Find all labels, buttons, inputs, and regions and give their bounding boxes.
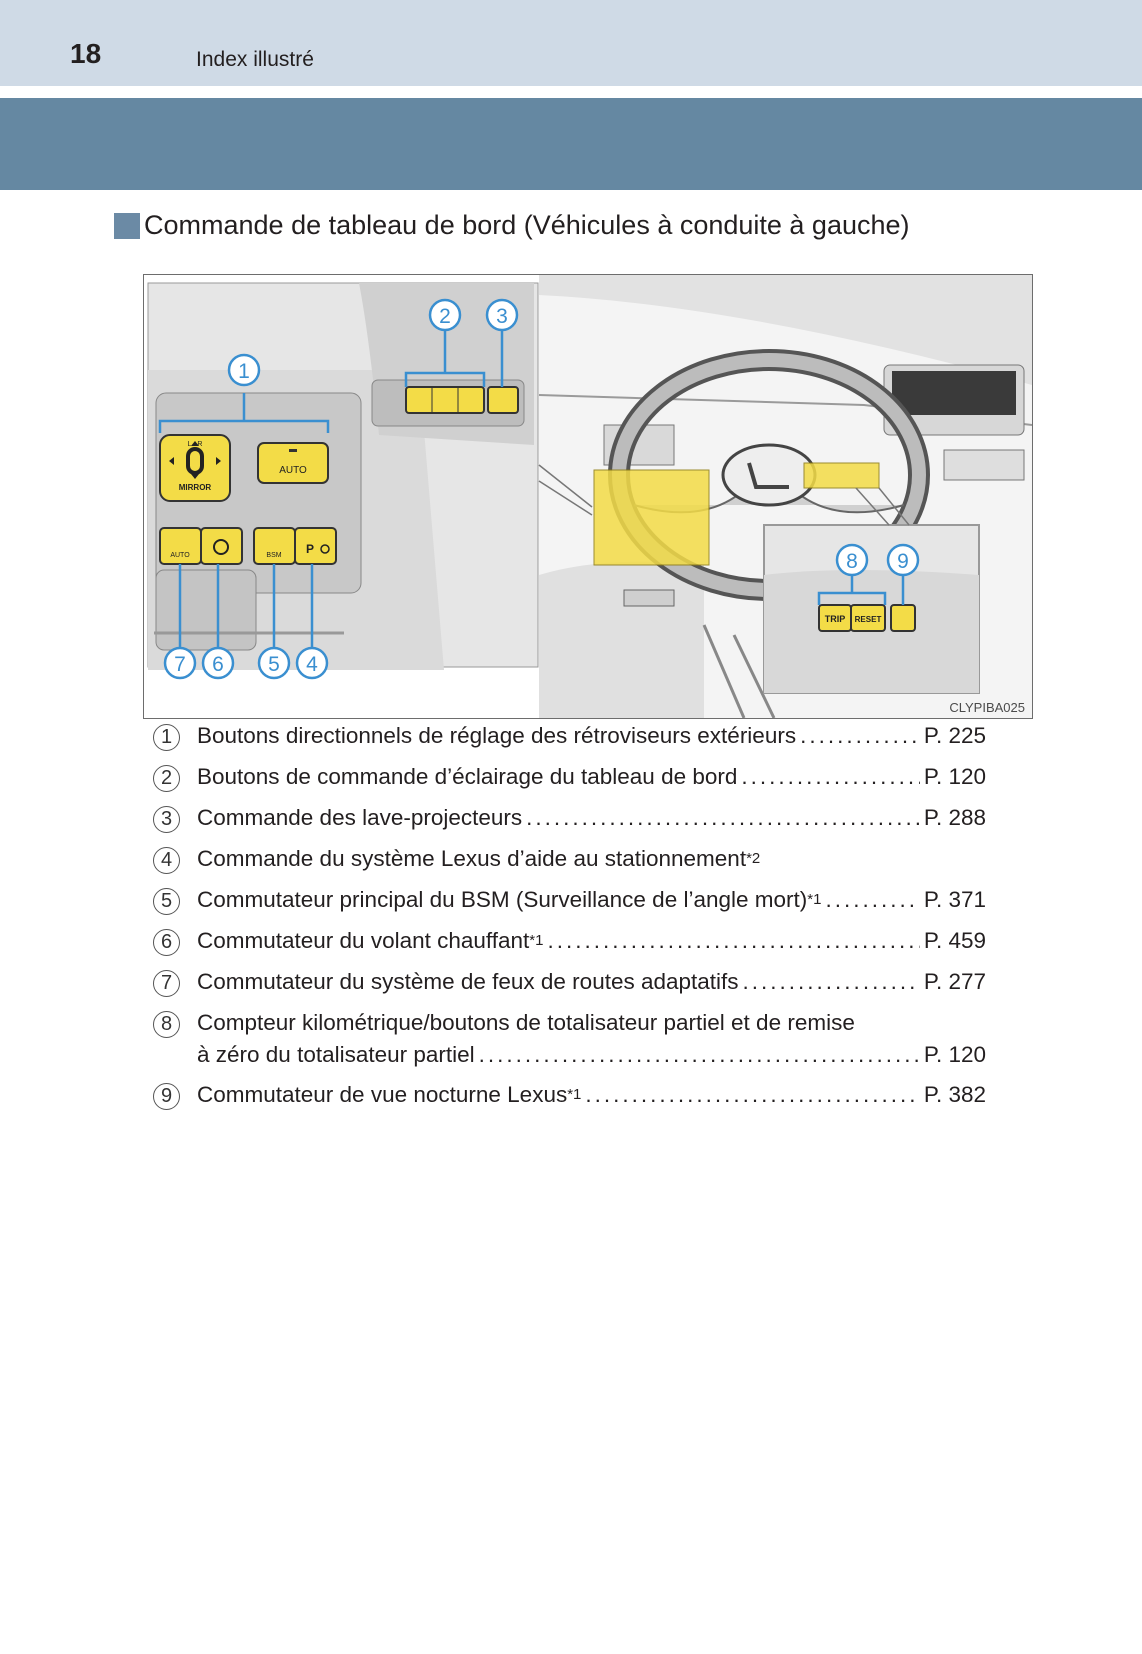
callout-1-icon: [229, 355, 259, 385]
callout-3-icon: [487, 300, 517, 330]
legend-number: 9: [153, 1083, 180, 1110]
headlamp-cleaner-button: [488, 387, 518, 413]
legend-number: 2: [153, 765, 180, 792]
heated-wheel-button: [201, 528, 242, 564]
auto-label: AUTO: [279, 465, 307, 476]
section-title: [114, 210, 910, 241]
legend-item: [153, 802, 986, 843]
callout-8-icon: [837, 545, 867, 575]
lexus-emblem: [723, 445, 815, 505]
callout-4-icon: [297, 648, 327, 678]
dim-buttons: [406, 387, 484, 413]
svg-text:3: 3: [496, 305, 508, 328]
legend-text: Boutons de commande d’éclairage du tableau de bord: [197, 764, 738, 789]
legend-number: 5: [153, 888, 180, 915]
legend-ref: P. 459: [923, 928, 986, 953]
legend-number: 1: [153, 724, 180, 751]
legend-list: [153, 720, 986, 1120]
svg-text:8: 8: [846, 550, 858, 573]
svg-text:2: 2: [439, 305, 451, 328]
legend-item: 9 Commutateur de vue nocturne Lexus $^{*1}$ ..... P. 382: [153, 1079, 986, 1120]
highlight-zone-right: [804, 463, 879, 488]
legend-item: [153, 966, 986, 1007]
legend-item: 4 Commande du système Lexus d’aide au stationnement $^{*2}$: [153, 843, 986, 884]
svg-text:4: 4: [306, 653, 318, 676]
legend-number: 6: [153, 929, 180, 956]
trip-label: TRIP: [824, 614, 846, 624]
legend-text: Compteur kilométrique/boutons de totalisateur partiel et de remise: [197, 1010, 855, 1035]
callout-9-icon: [888, 545, 918, 575]
header-band: [0, 0, 1142, 86]
night-view-button: [891, 605, 915, 631]
highlight-zone-left: [594, 470, 709, 565]
p-label: P: [305, 542, 315, 556]
legend-item: 6 Commutateur du volant chauffant $^{*1}$ ..... P. 459: [153, 925, 986, 966]
section-title-text: Commande de tableau de bord (Véhicules à conduite à gauche): [144, 210, 910, 240]
reset-label: RESET: [854, 615, 882, 624]
legend-number: 8: [153, 1011, 180, 1038]
running-title: Index illustré: [196, 48, 314, 71]
legend-ref: P. 120: [923, 1042, 986, 1067]
svg-text:5: 5: [268, 653, 280, 676]
legend-item: [153, 761, 986, 802]
legend-text: Commande du système Lexus d’aide au stationnement: [197, 846, 747, 871]
legend-text: Boutons directionnels de réglage des rétroviseurs extérieurs: [197, 723, 797, 748]
page-number: 18: [70, 38, 102, 69]
callout-7-icon: [165, 648, 195, 678]
legend-text: Commutateur principal du BSM (Surveillance de l’angle mort): [197, 887, 808, 912]
callout-2-icon: [430, 300, 460, 330]
parking-assist-button: [295, 528, 336, 564]
legend-number: 7: [153, 970, 180, 997]
callout-6-icon: [203, 648, 233, 678]
legend-text: Commande des lave-projecteurs: [197, 805, 523, 830]
legend-ref: P. 371: [923, 887, 986, 912]
blue-band: [0, 98, 1142, 190]
legend-ref: P. 277: [923, 969, 986, 994]
legend-number: 4: [153, 847, 180, 874]
lr-label: L · R: [187, 441, 203, 448]
legend-text: Commutateur de vue nocturne Lexus: [197, 1082, 568, 1107]
dashboard-illustration: [143, 274, 1033, 719]
legend-item: [153, 1007, 986, 1079]
svg-text:6: 6: [212, 653, 224, 676]
svg-text:9: 9: [897, 550, 909, 573]
figure-code: CLYPIBA025: [949, 700, 1025, 715]
legend-text-continued: à zéro du totalisateur partiel: [197, 1042, 475, 1067]
svg-text:1: 1: [238, 360, 250, 383]
legend-text: Commutateur du système de feux de routes adaptatifs: [197, 969, 739, 994]
legend-ref: P. 288: [923, 805, 986, 830]
legend-ref: P. 382: [923, 1082, 986, 1107]
legend-item: [153, 720, 986, 761]
bsm-label: BSM: [266, 552, 282, 559]
callout-5-icon: [259, 648, 289, 678]
legend-number: 3: [153, 806, 180, 833]
section-square-icon: [114, 213, 140, 239]
mirror-label: MIRROR: [178, 483, 212, 492]
legend-ref: P. 120: [923, 764, 986, 789]
adaptive-beam-label: AUTO: [170, 552, 190, 559]
svg-text:7: 7: [174, 653, 186, 676]
dashboard-svg: [144, 275, 1032, 718]
legend-ref: P. 225: [923, 723, 986, 748]
legend-text: Commutateur du volant chauffant: [197, 928, 530, 953]
legend-item: 5 Commutateur principal du BSM (Surveillance de l’angle mort) $^{*1}$ ..... P. 371: [153, 884, 986, 925]
